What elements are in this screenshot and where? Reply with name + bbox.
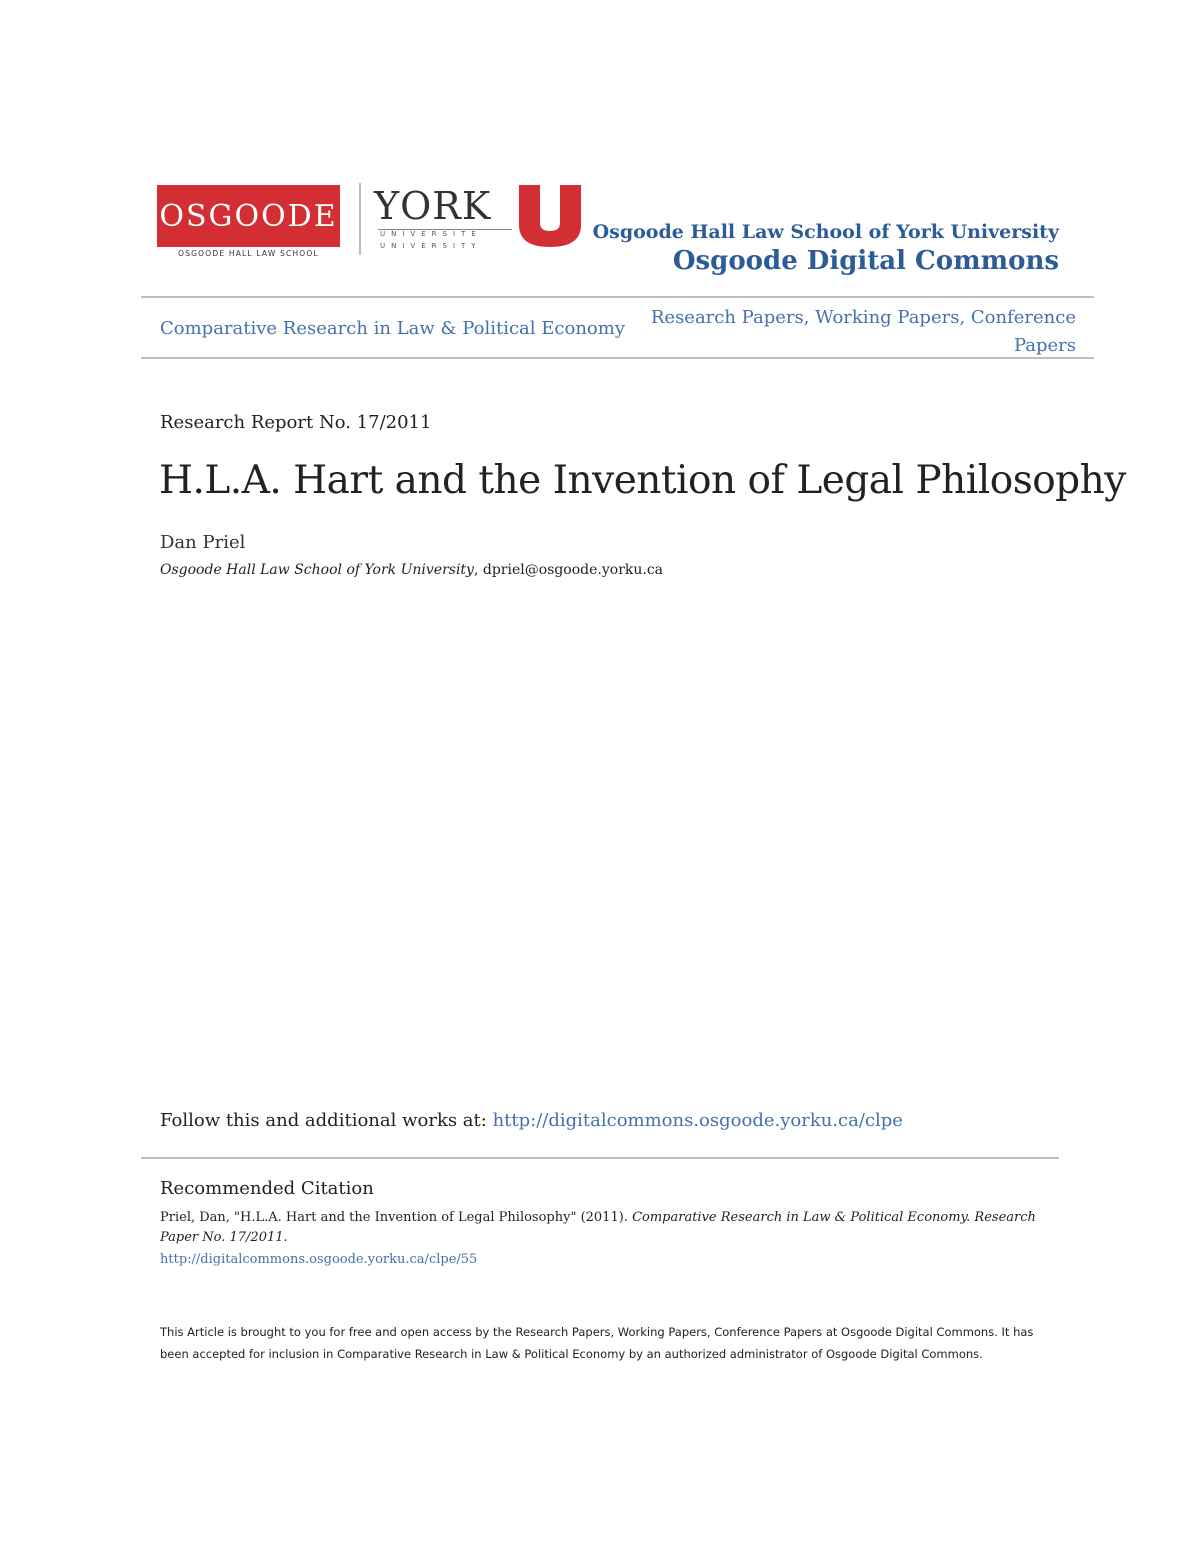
osgoode-logo [157,185,340,247]
york-u-logo-icon [519,185,581,247]
affiliation-institution: Osgoode Hall Law School of York University [160,562,474,578]
citation-journal: Comparative Research in Law & Political Economy. Research Paper No. 17/2011. [160,1210,1036,1245]
author-email: , dpriel@osgoode.yorku.ca [473,562,664,578]
follow-label: Follow this and additional works at: [160,1110,493,1131]
osgoode-logo-word: OSGOODE [159,198,338,234]
author-affiliation [160,562,663,578]
osgoode-logo-subtitle: OSGOODE HALL LAW SCHOOL [178,249,319,258]
header-divider [141,296,1094,298]
institution-name[interactable]: Osgoode Hall Law School of York University [592,221,1059,243]
logo-divider [359,183,361,255]
report-number: Research Report No. 17/2011 [160,412,432,433]
citation-text [160,1208,1040,1248]
access-disclaimer: This Article is brought to you for free and open access by the Research Papers, Working Papers, Conference Papers at Osgoode Digital Commons. It has been accepted for inclusion in Comparative Research in Law & Political Economy by an authorized administrator of Osgoode Digital Commons. [160,1325,1034,1361]
series-divider [141,357,1094,359]
author-name: Dan Priel [160,532,246,553]
york-logo-sub-fr: UNIVERSITÉ [380,230,482,238]
series-type-link[interactable]: Research Papers, Working Papers, Conference Papers [650,307,1076,356]
follow-divider [141,1157,1059,1159]
citation-url-link[interactable]: http://digitalcommons.osgoode.yorku.ca/clpe/55 [160,1252,478,1267]
collection-link[interactable]: Comparative Research in Law & Political Economy [160,318,625,339]
york-logo-word: YORK [374,184,492,228]
york-logo-sub-en: UNIVERSITY [380,242,482,250]
paper-title: H.L.A. Hart and the Invention of Legal Philosophy [159,458,1126,503]
follow-line [160,1110,903,1131]
follow-url-link[interactable]: http://digitalcommons.osgoode.yorku.ca/clpe [492,1110,903,1131]
citation-heading: Recommended Citation [160,1178,374,1199]
citation-body: Priel, Dan, "H.L.A. Hart and the Invention of Legal Philosophy" (2011). [160,1210,633,1225]
repository-name[interactable]: Osgoode Digital Commons [672,246,1059,276]
